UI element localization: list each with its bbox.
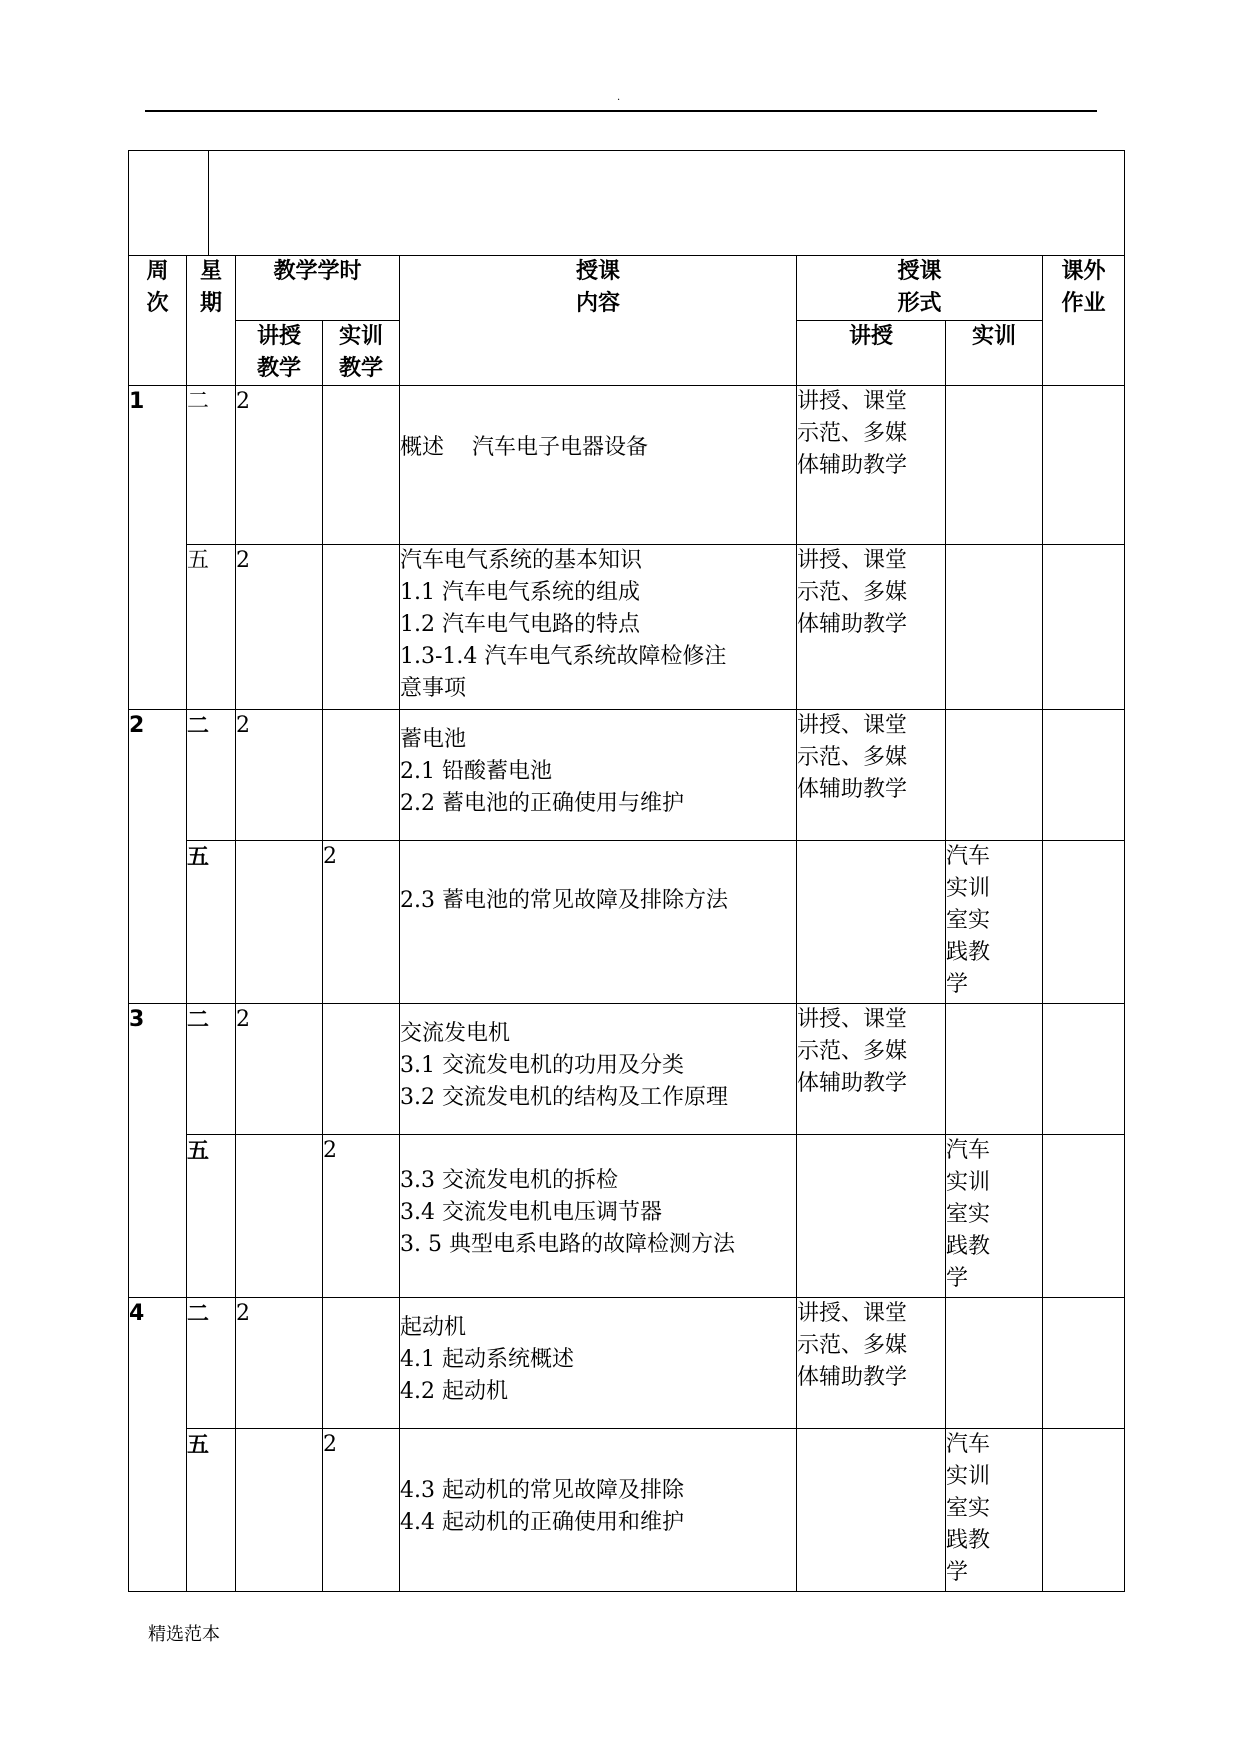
practice-hours-cell [323, 1004, 400, 1135]
day-cell: 五 [187, 1135, 236, 1298]
day-cell: 五 [187, 1429, 236, 1592]
header-day: 星 期 [187, 256, 236, 386]
form-lecture-cell [797, 1429, 946, 1592]
header-row-1 [129, 256, 1125, 321]
title-cell [129, 151, 1125, 256]
form-practice-cell: 汽车 实训 室实 践教 学 [946, 1429, 1043, 1592]
header-form: 授课 形式 [797, 256, 1043, 321]
content-cell: 3.3 交流发电机的拆检 3.4 交流发电机电压调节器 3. 5 典型电系电路的故障检测方法 [400, 1135, 797, 1298]
form-practice-cell [946, 710, 1043, 841]
form-lecture-cell: 讲授、课堂 示范、多媒 体辅助教学 [797, 545, 946, 710]
content-cell: 蓄电池 2.1 铅酸蓄电池 2.2 蓄电池的正确使用与维护 [400, 710, 797, 841]
header-hours: 教学学时 [236, 256, 400, 321]
header-form-lecture: 讲授 [797, 321, 946, 386]
table-row [129, 710, 1125, 841]
header-practice-hours: 实训 教学 [323, 321, 400, 386]
content-cell: 汽车电气系统的基本知识 1.1 汽车电气系统的组成 1.2 汽车电气电路的特点 1.3-1.4 汽车电气系统故障检修注 意事项 [400, 545, 797, 710]
content-cell: 交流发电机 3.1 交流发电机的功用及分类 3.2 交流发电机的结构及工作原理 [400, 1004, 797, 1135]
practice-hours-cell [323, 386, 400, 545]
practice-hours-cell: 2 [323, 1429, 400, 1592]
homework-cell [1043, 710, 1125, 841]
header-content: 授课 内容 [400, 256, 797, 386]
practice-hours-cell: 2 [323, 841, 400, 1004]
day-cell: 二 [187, 1004, 236, 1135]
homework-cell [1043, 1298, 1125, 1429]
form-practice-cell: 汽车 实训 室实 践教 学 [946, 841, 1043, 1004]
week-cell: 1 [129, 386, 187, 710]
table-row [129, 841, 1125, 1004]
header-lecture-hours: 讲授 教学 [236, 321, 323, 386]
table-row [129, 386, 1125, 545]
lecture-hours-cell: 2 [236, 1004, 323, 1135]
lecture-hours-cell [236, 1135, 323, 1298]
content-cell: 4.3 起动机的常见故障及排除 4.4 起动机的正确使用和维护 [400, 1429, 797, 1592]
table-row [129, 1004, 1125, 1135]
table-row [129, 1135, 1125, 1298]
form-practice-cell [946, 1004, 1043, 1135]
form-lecture-cell [797, 841, 946, 1004]
header-homework: 课外 作业 [1043, 256, 1125, 386]
table-row [129, 1298, 1125, 1429]
content-cell: 起动机 4.1 起动系统概述 4.2 起动机 [400, 1298, 797, 1429]
form-practice-cell: 汽车 实训 室实 践教 学 [946, 1135, 1043, 1298]
table-row [129, 545, 1125, 710]
lecture-hours-cell [236, 1429, 323, 1592]
form-practice-cell [946, 545, 1043, 710]
schedule-table [128, 150, 1125, 1592]
homework-cell [1043, 1135, 1125, 1298]
form-lecture-cell: 讲授、课堂 示范、多媒 体辅助教学 [797, 386, 946, 545]
lecture-hours-cell: 2 [236, 1298, 323, 1429]
lecture-hours-cell: 2 [236, 545, 323, 710]
lecture-hours-cell [236, 841, 323, 1004]
homework-cell [1043, 841, 1125, 1004]
lecture-hours-cell: 2 [236, 710, 323, 841]
lecture-hours-cell: 2 [236, 386, 323, 545]
day-cell: 二 [187, 1298, 236, 1429]
header-form-practice: 实训 [946, 321, 1043, 386]
table-row [129, 1429, 1125, 1592]
footer-text: 精选范本 [148, 1624, 220, 1645]
form-lecture-cell: 讲授、课堂 示范、多媒 体辅助教学 [797, 1004, 946, 1135]
form-lecture-cell [797, 1135, 946, 1298]
practice-hours-cell [323, 1298, 400, 1429]
practice-hours-cell [323, 710, 400, 841]
content-cell: 2.3 蓄电池的常见故障及排除方法 [400, 841, 797, 1004]
homework-cell [1043, 1429, 1125, 1592]
header-mark: . [617, 92, 621, 103]
day-cell: 二 [187, 386, 236, 545]
day-cell: 五 [187, 545, 236, 710]
practice-hours-cell: 2 [323, 1135, 400, 1298]
day-cell: 五 [187, 841, 236, 1004]
content-cell: 概述 汽车电子电器设备 [400, 386, 797, 545]
form-practice-cell [946, 1298, 1043, 1429]
form-lecture-cell: 讲授、课堂 示范、多媒 体辅助教学 [797, 710, 946, 841]
homework-cell [1043, 1004, 1125, 1135]
practice-hours-cell [323, 545, 400, 710]
form-practice-cell [946, 386, 1043, 545]
header-rule [145, 110, 1097, 112]
week-cell: 2 [129, 710, 187, 1004]
week-cell: 3 [129, 1004, 187, 1298]
table-title-row [129, 151, 1125, 256]
header-week: 周 次 [129, 256, 187, 386]
homework-cell [1043, 545, 1125, 710]
day-cell: 二 [187, 710, 236, 841]
form-lecture-cell: 讲授、课堂 示范、多媒 体辅助教学 [797, 1298, 946, 1429]
week-cell: 4 [129, 1298, 187, 1592]
homework-cell [1043, 386, 1125, 545]
